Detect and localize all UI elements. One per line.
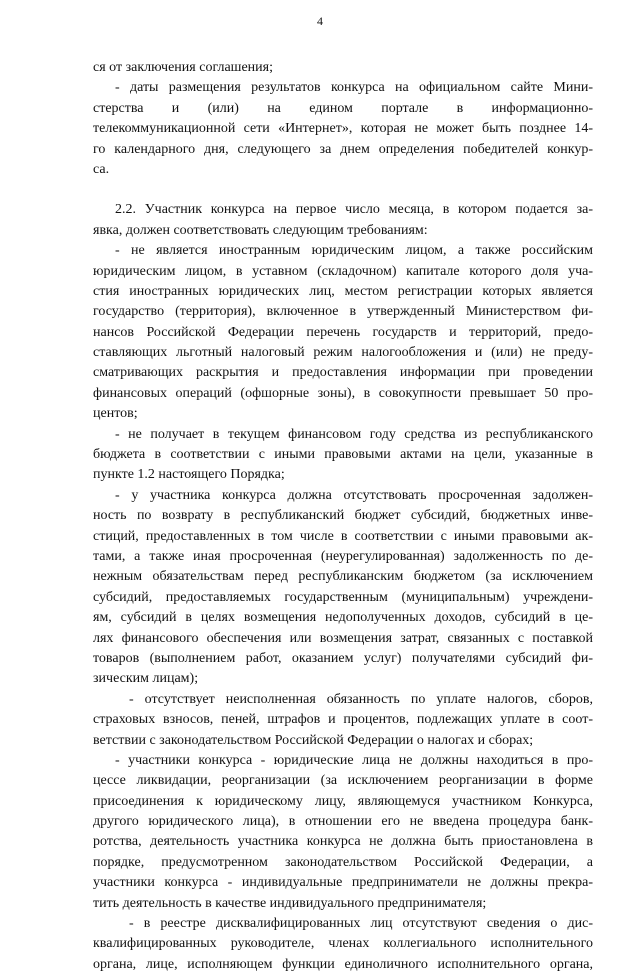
text-line: товаров (выполнением работ, оказанием услуг) получателями субсидий фи- bbox=[93, 650, 593, 666]
text-line: - в реестре дисквалифицированных лиц отсутствуют сведения о дис- bbox=[129, 916, 593, 932]
text-line: са. bbox=[93, 161, 110, 177]
text-line: органа, лице, исполняющем функции единоличного исполнительного органа, bbox=[93, 956, 593, 972]
text-line: сматривающих раскрытия и предоставления информации при проведении bbox=[93, 365, 593, 381]
text-line: цессе ликвидации, реорганизации (за исключением реорганизации в форме bbox=[93, 773, 593, 789]
text-line: явка, должен соответствовать следующим требованиям: bbox=[93, 222, 428, 238]
text-line: порядке, предусмотренном законодательством Российской Федерации, а bbox=[93, 854, 593, 870]
text-line: страховых взносов, пеней, штрафов и процентов, подлежащих уплате в соот- bbox=[93, 712, 593, 728]
text-line: - не является иностранным юридическим лицом, а также российским bbox=[115, 243, 593, 259]
text-line: ся от заключения соглашения; bbox=[93, 60, 273, 75]
text-line: участники конкурса - индивидуальные предприниматели не должны прекра- bbox=[93, 875, 593, 891]
text-line: ность по возврату в республиканский бюджет субсидий, бюджетных инве- bbox=[93, 508, 593, 524]
text-line: тить деятельность в качестве индивидуального предпринимателя; bbox=[93, 895, 487, 911]
text-line: ставляющих льготный налоговый режим налогообложения и (или) не преду- bbox=[93, 345, 593, 361]
text-line: центов; bbox=[93, 406, 138, 422]
document-body bbox=[93, 58, 593, 975]
text-line: - не получает в текущем финансовом году средства из республиканского bbox=[115, 426, 593, 442]
text-line: другого юридического лица), в отношении его не введена процедура банк- bbox=[93, 814, 593, 830]
text-line: присоединения к юридическому лицу, являющемуся участником Конкурса, bbox=[93, 793, 593, 809]
text-line: 2.2. Участник конкурса на первое число месяца, в котором подается за- bbox=[115, 202, 593, 218]
text-line: стия иностранных юридических лиц, местом регистрации которых является bbox=[93, 283, 593, 299]
text-line: нежным обязательствам перед республиканским бюджетом (за исключением bbox=[93, 569, 593, 585]
text-line: субсидий, предоставляемых государственным (муниципальным) учреждени- bbox=[93, 589, 593, 605]
text-line: го календарного дня, следующего за днем определения победителей конкур- bbox=[93, 141, 593, 157]
text-line: бюджета в соответствии с иными правовыми актами на цели, указанные в bbox=[93, 447, 593, 463]
text-line: государство (территория), включенное в утвержденный Министерством фи- bbox=[93, 304, 593, 320]
text-line: финансовых операций (офшорные зоны), в совокупности превышает 50 про- bbox=[93, 385, 593, 401]
text-line: телекоммуникационной сети «Интернет», которая не может быть позднее 14- bbox=[93, 121, 593, 137]
text-line: - участники конкурса - юридические лица не должны находиться в про- bbox=[115, 752, 593, 768]
text-line: нансов Российской Федерации перечень государств и территорий, предо- bbox=[93, 324, 593, 340]
page-number: 4 bbox=[317, 14, 323, 28]
text-line: ротства, деятельность участника конкурса не должна быть приостановлена в bbox=[93, 834, 593, 850]
text-line: квалифицированных руководителе, членах коллегиального исполнительного bbox=[93, 936, 593, 952]
text-line: стиций, предоставленных в том числе в соответствии с иными правовыми ак- bbox=[93, 528, 593, 544]
text-line: ям, субсидий в целях возмещения недополученных доходов, субсидий в це- bbox=[93, 610, 593, 626]
text-line: лях финансового обеспечения или возмещения затрат, связанных с поставкой bbox=[93, 630, 593, 646]
text-line: - даты размещения результатов конкурса на официальном сайте Мини- bbox=[115, 80, 593, 96]
text-line: - отсутствует неисполненная обязанность по уплате налогов, сборов, bbox=[129, 691, 593, 707]
text-line: тами, а также иная просроченная (неурегулированная) задолженность по де- bbox=[93, 548, 593, 564]
text-line: юридическим лицом, в уставном (складочном) капитале которого доля уча- bbox=[93, 263, 593, 279]
text-line: зическим лицам); bbox=[93, 671, 199, 687]
text-line: пункте 1.2 настоящего Порядка; bbox=[93, 467, 285, 483]
text-line: ветствии с законодательством Российской Федерации о налогах и сборах; bbox=[93, 732, 534, 748]
text-line: - у участника конкурса должна отсутствовать просроченная задолжен- bbox=[115, 487, 593, 503]
paragraph-spacer bbox=[93, 180, 593, 200]
text-line: стерства и (или) на едином портале в информационно- bbox=[93, 100, 593, 116]
